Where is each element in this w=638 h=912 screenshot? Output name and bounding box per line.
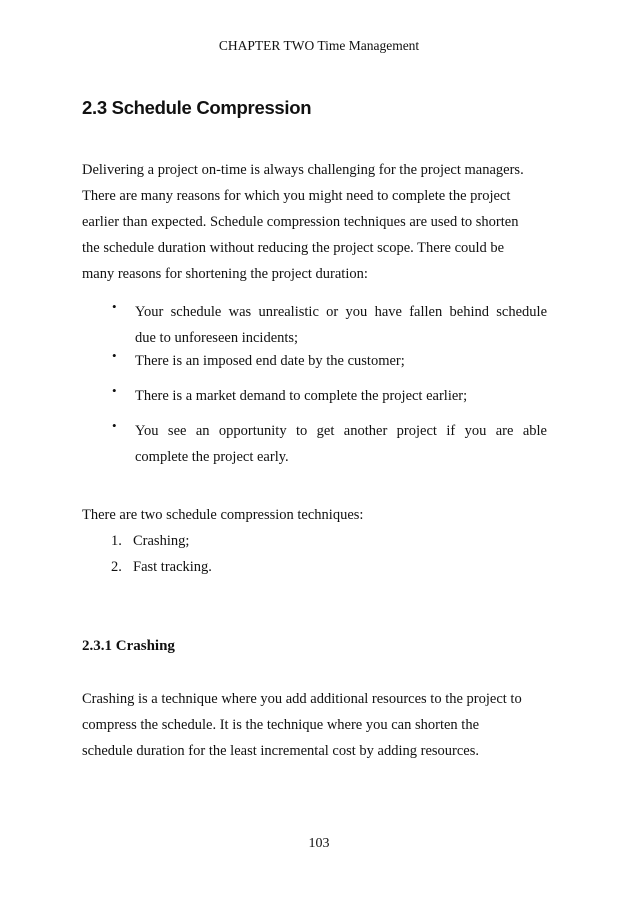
item-label: Fast tracking.: [133, 559, 212, 575]
running-header: CHAPTER TWO Time Management: [218, 38, 420, 53]
item-number: 2.: [111, 559, 122, 575]
bullet-line: complete the project early.: [135, 449, 289, 465]
bullet-text: [135, 383, 547, 409]
paragraph-line: many reasons for shortening the project duration:: [82, 266, 368, 282]
bullet-line: You see an opportunity to get another project if you are able: [135, 423, 547, 439]
bullet-line: due to unforeseen incidents;: [135, 330, 299, 346]
numbered-item: [111, 528, 189, 554]
paragraph-line: the schedule duration without reducing the project scope. There could be: [82, 240, 505, 256]
techniques-intro: There are two schedule compression techniques:: [82, 507, 364, 523]
bullet-line: There is a market demand to complete the project earlier;: [135, 388, 468, 404]
page-number: 103: [308, 836, 330, 851]
item-number: 1.: [111, 533, 122, 549]
paragraph-line: Delivering a project on-time is always challenging for the project managers.: [82, 162, 524, 178]
subsection-title: 2.3.1 Crashing: [82, 638, 175, 654]
item-label: Crashing;: [133, 533, 190, 549]
paragraph-line: There are many reasons for which you might need to complete the project: [82, 188, 511, 204]
numbered-item: [111, 554, 212, 580]
bullet-icon: •: [112, 383, 117, 398]
bullet-text: [135, 418, 547, 470]
paragraph-line: schedule duration for the least incremental cost by adding resources.: [82, 743, 480, 759]
intro-paragraph: [82, 157, 562, 287]
paragraph-line: compress the schedule. It is the technique where you can shorten the: [82, 717, 480, 733]
crashing-paragraph: [82, 686, 522, 764]
bullet-icon: •: [112, 299, 117, 314]
bullet-line: Your schedule was unrealistic or you have fallen behind schedule: [135, 304, 547, 320]
bullet-text: [135, 348, 547, 374]
paragraph-line: Crashing is a technique where you add additional resources to the project to: [82, 691, 522, 707]
bullet-line: There is an imposed end date by the customer;: [135, 353, 405, 369]
bullet-icon: •: [112, 418, 117, 433]
bullet-icon: •: [112, 348, 117, 363]
bullet-text: [135, 299, 547, 351]
section-title: 2.3 Schedule Compression: [82, 97, 312, 118]
paragraph-line: earlier than expected. Schedule compression techniques are used to shorten: [82, 214, 519, 230]
